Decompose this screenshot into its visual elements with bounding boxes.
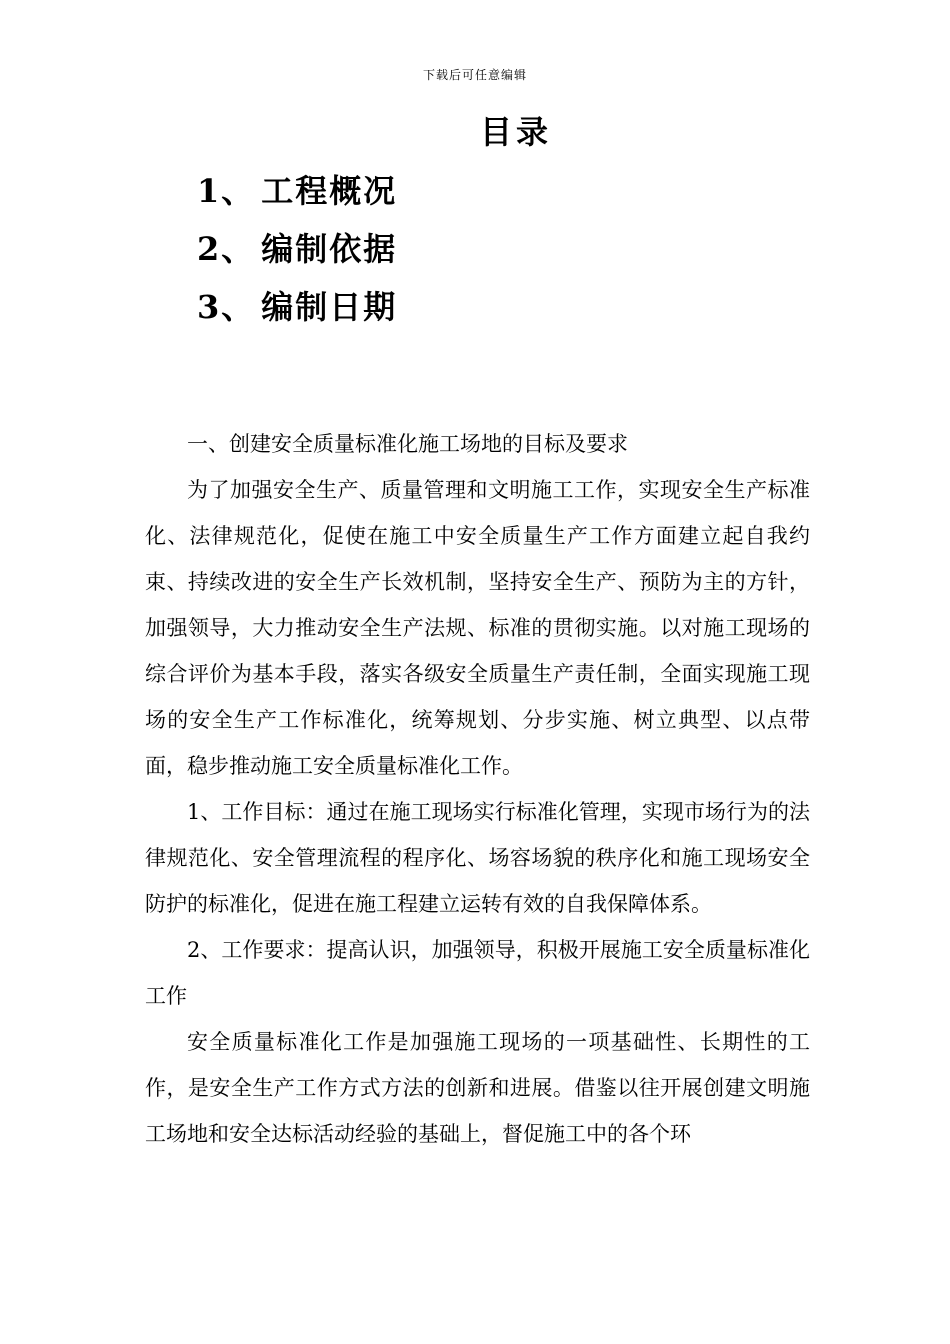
toc-item-number: 3 — [197, 288, 222, 326]
body-paragraph: 安全质量标准化工作是加强施工现场的一项基础性、长期性的工作，是安全生产工作方式方法的创新和进展。借鉴以往开展创建文明施工场地和安全达标活动经验的基础上，督促施工中的各个环 — [145, 1030, 810, 1146]
body-paragraph: 2、工作要求：提高认识，加强领导，积极开展施工安全质量标准化工作 — [145, 938, 810, 1008]
toc-item-number: 2 — [197, 230, 222, 268]
toc-item-separator: 、 — [221, 172, 256, 210]
toc-item-1[interactable] — [197, 162, 397, 220]
toc-item-label: 编制日期 — [261, 288, 398, 326]
toc-list — [197, 162, 397, 336]
toc-item-3[interactable] — [197, 278, 397, 336]
toc-item-separator: 、 — [221, 288, 256, 326]
header-note: 下载后可任意编辑 — [422, 68, 527, 82]
document-body — [145, 421, 810, 1157]
section-heading: 一、创建安全质量标准化施工场地的目标及要求 — [187, 432, 628, 456]
toc-item-label: 编制依据 — [261, 230, 398, 268]
toc-item-label: 工程概况 — [261, 172, 398, 210]
body-paragraph: 为了加强安全生产、质量管理和文明施工工作，实现安全生产标准化、法律规范化，促使在施工中安全质量生产工作方面建立起自我约束、持续改进的安全生产长效机制，坚持安全生产、预防为主的方针，加强领导，大力推动安全生产法规、标准的贯彻实施。以对施工现场的综合评价为基本手段，落实各级安全质量生产责任制，全面实现施工现场的安全生产工作标准化，统筹规划、分步实施、树立典型、以点带面，稳步推动施工安全质量标准化工作。 — [145, 478, 810, 778]
toc-item-2[interactable] — [197, 220, 397, 278]
body-paragraph: 1、工作目标：通过在施工现场实行标准化管理，实现市场行为的法律规范化、安全管理流程的程序化、场容场貌的秩序化和施工现场安全防护的标准化，促进在施工程建立运转有效的自我保障体系。 — [145, 800, 810, 916]
toc-item-number: 1 — [197, 172, 222, 210]
toc-title: 目录 — [480, 113, 553, 151]
toc-item-separator: 、 — [221, 230, 256, 268]
